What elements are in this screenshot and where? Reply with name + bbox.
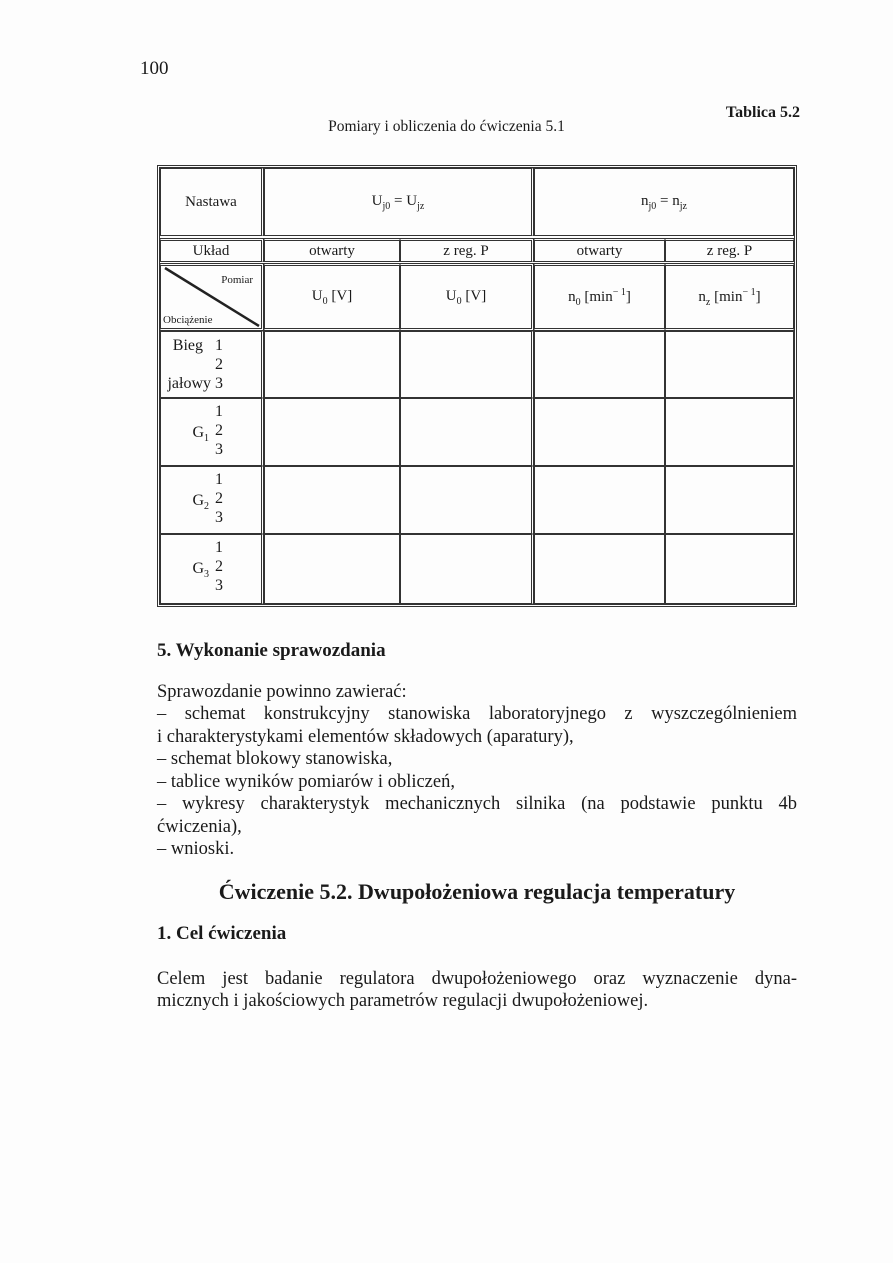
pomiar-obciazenie-header [160, 263, 264, 331]
load-steps: 1 2 3 [215, 403, 223, 458]
row-label [160, 466, 264, 534]
list-item: – wykresy charakterystyk mechanicznych silnika (na podstawie punktu 4b [157, 794, 797, 814]
uklad-value: z reg. P [706, 242, 753, 259]
data-cell[interactable] [400, 398, 534, 466]
nastawa-u-formula: $U_{j0} = U_{jz}$ [371, 192, 425, 212]
load-steps: 1 2 3 [215, 539, 223, 594]
row-label [160, 534, 264, 604]
data-cell[interactable] [534, 534, 665, 604]
data-cell[interactable] [264, 331, 400, 398]
pomiar-value: $U_0$ [V] [445, 287, 487, 307]
uklad-header [160, 238, 264, 262]
data-cell[interactable] [665, 534, 794, 604]
list-item: – schemat blokowy stanowiska, [157, 749, 393, 769]
data-cell[interactable] [264, 466, 400, 534]
pomiar-cell [400, 263, 534, 331]
pomiar-cell [534, 263, 665, 331]
list-item: – tablice wyników pomiarów i obliczeń, [157, 771, 455, 792]
row-label-text: Bieg 1 2 jałowy 3 [167, 337, 223, 392]
uklad-label: Układ [192, 242, 230, 259]
list-item: i charakterystykami elementów składowych (aparatury), [157, 726, 574, 747]
uklad-cell [665, 238, 794, 262]
pomiar-label: Pomiar [221, 274, 253, 286]
uklad-cell [400, 238, 534, 262]
data-cell[interactable] [665, 398, 794, 466]
nastawa-n-header [534, 168, 794, 236]
nastawa-u-header [264, 168, 534, 236]
pomiar-value: $n_0$ $[\min^{- 1}]$ [568, 286, 631, 308]
data-cell[interactable] [534, 331, 665, 398]
section-heading: 1. Cel ćwiczenia [157, 923, 287, 944]
load-name: $G_3$ [192, 560, 209, 581]
measurement-table [157, 165, 797, 607]
nastawa-header [160, 168, 264, 236]
list-item: ćwiczenia), [157, 816, 242, 837]
load-steps: 1 2 3 [215, 471, 223, 526]
data-cell[interactable] [665, 466, 794, 534]
data-cell[interactable] [534, 398, 665, 466]
nastawa-n-formula: $n_{j0} = n_{jz}$ [641, 192, 687, 212]
nastawa-label: Nastawa [185, 193, 237, 210]
pomiar-value: $U_0$ [V] [311, 287, 353, 307]
load-name: $G_2$ [192, 492, 209, 513]
uklad-value: z reg. P [443, 242, 489, 259]
table-title: Pomiary i obliczenia do ćwiczenia 5.1 [328, 118, 565, 135]
data-cell[interactable] [264, 534, 400, 604]
uklad-cell [264, 238, 400, 262]
data-cell[interactable] [400, 331, 534, 398]
data-cell[interactable] [665, 331, 794, 398]
exercise-title: Ćwiczenie 5.2. Dwupołożeniowa regulacja temperatury [218, 878, 736, 904]
row-label [160, 398, 264, 466]
uklad-value: otwarty [576, 242, 623, 259]
data-cell[interactable] [534, 466, 665, 534]
section-5 [157, 640, 797, 1013]
paragraph: Celem jest badanie regulatora dwupołożeniowego oraz wyznaczenie dyna- [157, 968, 797, 989]
row-label [160, 331, 264, 398]
uklad-cell [534, 238, 665, 262]
page-number: 100 [140, 58, 169, 79]
list-item: – schemat konstrukcyjny stanowiska laboratoryjnego z wyszczególnieniem [157, 704, 797, 724]
table-number: Tablica 5.2 [725, 104, 800, 121]
uklad-value: otwarty [309, 242, 355, 259]
obciazenie-label: Obciążenie [163, 314, 213, 326]
pomiar-value: $n_z$ $[\min^{- 1}]$ [698, 286, 761, 308]
pomiar-cell [665, 263, 794, 331]
list-item: – wnioski. [157, 839, 235, 859]
paragraph: micznych i jakościowych parametrów regulacji dwupołożeniowej. [157, 991, 649, 1011]
data-cell[interactable] [264, 398, 400, 466]
data-cell[interactable] [400, 534, 534, 604]
data-cell[interactable] [400, 466, 534, 534]
section-heading: 5. Wykonanie sprawozdania [157, 640, 386, 661]
load-name: $G_1$ [192, 424, 209, 445]
paragraph: Sprawozdanie powinno zawierać: [157, 681, 407, 702]
pomiar-cell [264, 263, 400, 331]
